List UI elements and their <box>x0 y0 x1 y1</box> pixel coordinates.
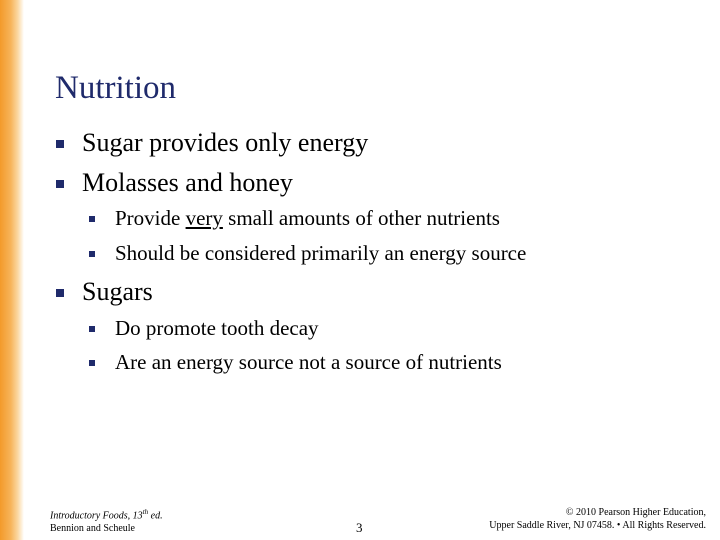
copyright-line-1: © 2010 Pearson Higher Education, <box>565 507 706 518</box>
subbullet-tooth-decay <box>115 316 319 341</box>
square-bullet-icon <box>56 180 64 188</box>
square-bullet-icon <box>89 251 95 257</box>
subbullet-small-amounts <box>115 206 500 231</box>
footer-copyright <box>489 506 706 532</box>
book-title: Introductory Foods, 13th ed. <box>50 508 163 522</box>
bullet-text-prefix: Provide <box>115 206 186 230</box>
subbullet-not-nutrients <box>115 350 502 375</box>
book-authors: Bennion and Scheule <box>50 523 135 535</box>
square-bullet-icon <box>89 326 95 332</box>
square-bullet-icon <box>89 360 95 366</box>
square-bullet-icon <box>56 140 64 148</box>
bullet-molasses-honey <box>82 168 293 198</box>
underlined-word: very <box>185 206 223 230</box>
bullet-sugar-energy <box>82 128 368 158</box>
bullet-text: Are an energy source not a source of nutrients <box>115 350 502 374</box>
page-number: 3 <box>356 520 363 535</box>
bullet-text-suffix: small amounts of other nutrients <box>222 206 500 230</box>
subbullet-energy-source <box>115 241 526 266</box>
bullet-text: Sugar provides only energy <box>82 128 369 157</box>
copyright-line-2: Upper Saddle River, NJ 07458. • All Rights Reserved. <box>489 520 706 531</box>
bullet-text: Molasses and honey <box>82 168 293 197</box>
slide-title: Nutrition <box>55 70 176 106</box>
bullet-text: Sugars <box>82 277 153 306</box>
square-bullet-icon <box>89 216 95 222</box>
bullet-sugars <box>82 277 153 307</box>
bullet-text: Do promote tooth decay <box>115 316 319 340</box>
bullet-text: Should be considered primarily an energy source <box>115 241 527 265</box>
footer-citation <box>50 506 163 535</box>
square-bullet-icon <box>56 289 64 297</box>
